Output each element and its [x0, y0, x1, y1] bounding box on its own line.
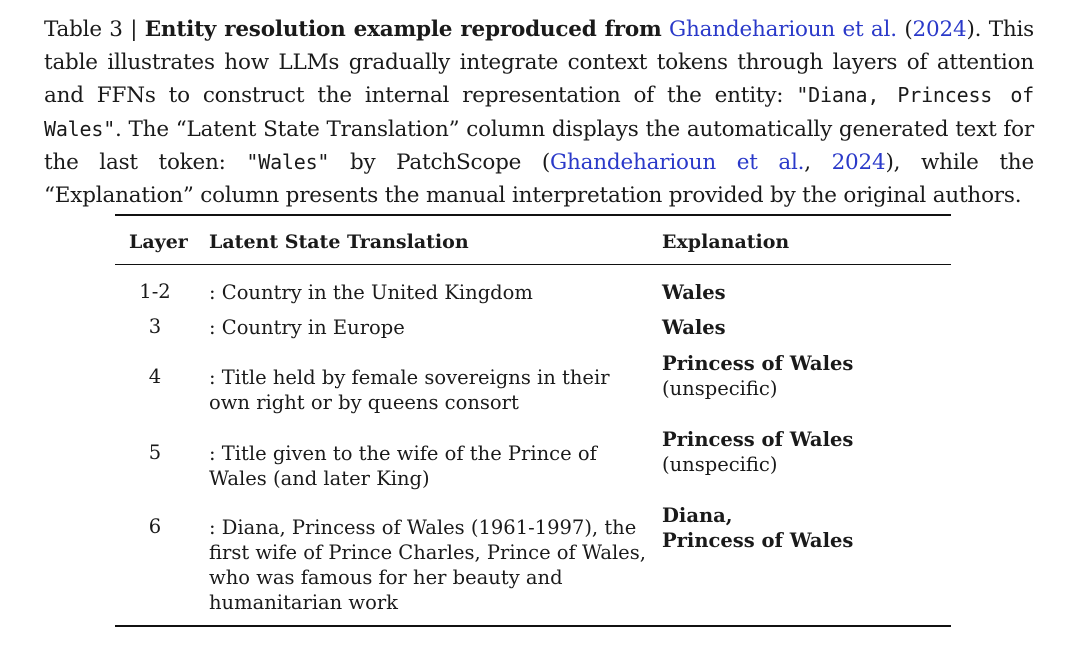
caption-cite-open: ( [896, 17, 913, 42]
row-latent-translation: : Country in Europe [209, 316, 405, 339]
caption-text-2: . The “Latent State Translation” column displays the automatically generated text for the last token: [44, 116, 1034, 175]
row-layer: 3 [148, 315, 162, 338]
explanation-note: (unspecific) [662, 453, 778, 476]
row-latent-translation: : Title given to the wife of the Prince of Wales (and later King) [209, 442, 597, 490]
explanation-entity: Wales [662, 316, 726, 339]
explanation-note: (unspecific) [662, 377, 778, 400]
row-explanation [662, 503, 932, 553]
row-latent-translation: : Country in the United Kingdom [209, 281, 533, 304]
explanation-entity: Wales [662, 281, 726, 304]
explanation-entity: Diana, Princess of Wales [662, 504, 854, 552]
row-layer: 6 [148, 515, 162, 538]
table-body [115, 265, 951, 625]
entity-code: "Diana, Princess of Wales" [44, 83, 1035, 141]
header-explanation: Explanation [662, 231, 790, 253]
row-layer: 4 [148, 365, 162, 388]
row-explanation [662, 351, 932, 401]
explanation-entity: Princess of Wales [662, 428, 854, 451]
caption-bold-title: Entity resolution example reproduced from [144, 17, 662, 42]
row-explanation [662, 315, 932, 340]
table-caption [44, 14, 1034, 212]
table-header-row [115, 216, 951, 264]
citation-link-year[interactable]: 2024 [912, 17, 967, 42]
row-layer: 5 [148, 441, 162, 464]
caption-text-3: by PatchScope ( [329, 150, 551, 175]
row-layer: 1-2 [139, 280, 171, 303]
row-latent-translation: : Diana, Princess of Wales (1961-1997), the first wife of Prince Charles, Prince of Wales, who was famous for her beauty and humanitarian work [209, 516, 646, 614]
header-latent-state-translation: Latent State Translation [209, 231, 469, 253]
token-code: "Wales" [246, 150, 330, 174]
citation-link-author[interactable]: Ghandeharioun et al. [669, 17, 897, 42]
row-latent-translation: : Title held by female sovereigns in their own right or by queens consort [209, 366, 610, 414]
entity-resolution-table [115, 214, 951, 627]
header-layer: Layer [129, 231, 188, 253]
caption-text-4: ), while the “Explanation” column presents the manual interpretation provided by the original authors. [44, 150, 1034, 208]
row-explanation [662, 280, 932, 305]
citation-link-author-2[interactable]: Ghandeharioun et al. [550, 150, 805, 175]
row-explanation [662, 427, 932, 477]
explanation-entity: Princess of Wales [662, 352, 854, 375]
caption-cite-sep: , [804, 150, 832, 175]
caption-text-1: ). This table illustrates how LLMs gradually integrate context tokens through layers of attention and FFNs to construct the internal representation of the entity: [44, 17, 1035, 108]
citation-link-year-2[interactable]: 2024 [831, 150, 886, 175]
caption-label: Table 3 | [44, 17, 145, 42]
table-bottom-rule [115, 625, 951, 627]
